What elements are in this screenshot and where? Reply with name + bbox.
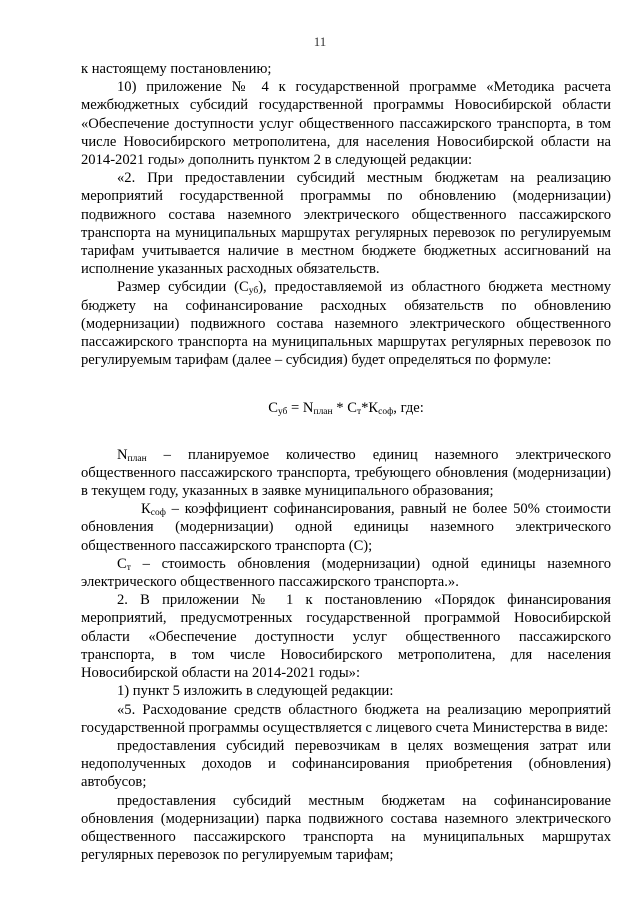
paragraph-section-2: 2. В приложении № 1 к постановлению «Порядок финансирования мероприятий, предусмотренных государственной программой Новосибирской области «Обеспечение доступности услуг общественного пассажирского транспорта, в том числе Новосибирского метрополитена, для населения Новосибирской области на 2014-2021 годы»: <box>81 592 611 682</box>
page-number: 11 <box>313 34 327 49</box>
paragraph-local-budget-subsidies: предоставления субсидий местным бюджетам на софинансирование обновления (модернизации) парка подвижного состава наземного электрического общественного пассажирского транспорта на муниципальных маршрутах регулярных перевозок по регулируемым тарифам; <box>81 792 611 864</box>
text-fragment: Размер субсидии (С <box>117 279 249 296</box>
text-fragment: С <box>117 555 127 572</box>
subscript: соф <box>378 407 394 418</box>
subscript: т <box>356 407 362 418</box>
formula-part: * С <box>332 400 357 417</box>
formula <box>81 399 611 417</box>
text-fragment: – планируемое количество единиц наземного электрического общественного пассажирского транспорта, требующего обновления (модернизации) в текущем году, указанных в заявке муниципального образования; <box>81 446 611 500</box>
formula-part: = N <box>287 400 314 417</box>
paragraph-intro: к настоящему постановлению; <box>81 61 272 77</box>
paragraph-subsidy-size <box>81 278 611 369</box>
formula-part: , где: <box>393 400 424 417</box>
subscript: уб <box>248 286 259 297</box>
text-fragment: – стоимость обновления (модернизации) одной единицы наземного электрического общественного пассажирского транспорта.». <box>81 555 611 591</box>
text-fragment: N <box>117 446 128 463</box>
subscript: план <box>127 453 147 464</box>
text-fragment: ), предоставляемой из областного бюджета местному бюджету на софинансирование расходных обязательств по обновлению (модернизации) подвижного состава наземного электрического общественного пассажирского транспорта на муниципальных маршрутах регулярных перевозок по регулируемым тарифам (далее – субсидия) будет определяться по формуле: <box>81 279 612 369</box>
definition-n-plan <box>81 446 611 501</box>
subscript: уб <box>277 407 288 418</box>
text-fragment: К <box>141 501 151 518</box>
formula-part: *К <box>361 400 379 417</box>
text-fragment: – коэффициент софинансирования, равный не более 50% стоимости обновления (модернизации) одной единицы наземного электрического общественного пассажирского транспорта (С); <box>81 501 611 554</box>
formula-part: С <box>268 400 278 417</box>
paragraph-point-2: «2. При предоставлении субсидий местным бюджетам на реализацию мероприятий государственной программы по обновлению (модернизации) подвижного состава наземного электрического общественного пассажирского транспорта на муниципальных маршрутах регулярных перевозок по регулируемым тарифам учитывается наличие в местном бюджете бюджетных ассигнований на исполнение указанных расходных обязательств. <box>81 170 611 278</box>
paragraph-item-10: 10) приложение № 4 к государственной программе «Методика расчета межбюджетных субсидий государственной программы Новосибирской области «Обеспечение доступности услуг общественного пассажирского транспорта, в том числе Новосибирского метрополитена, для населения Новосибирской области на 2014-2021 годы» дополнить пунктом 2 в следующей редакции: <box>81 79 611 169</box>
document-body <box>81 60 611 864</box>
definition-k-sof <box>81 500 611 555</box>
subscript: план <box>313 407 333 418</box>
paragraph-carrier-subsidies: предоставления субсидий перевозчикам в целях возмещения затрат или недополученных доходов и софинансирования приобретения (обновления) автобусов; <box>81 737 611 791</box>
subscript: соф <box>150 508 166 519</box>
subscript: т <box>126 562 131 573</box>
paragraph-point-5: «5. Расходование средств областного бюджета на реализацию мероприятий государственной программы осуществляется с лицевого счета Министерства в виде: <box>81 701 611 736</box>
paragraph-item-1: 1) пункт 5 изложить в следующей редакции: <box>117 683 394 700</box>
definition-c-t <box>81 555 611 591</box>
